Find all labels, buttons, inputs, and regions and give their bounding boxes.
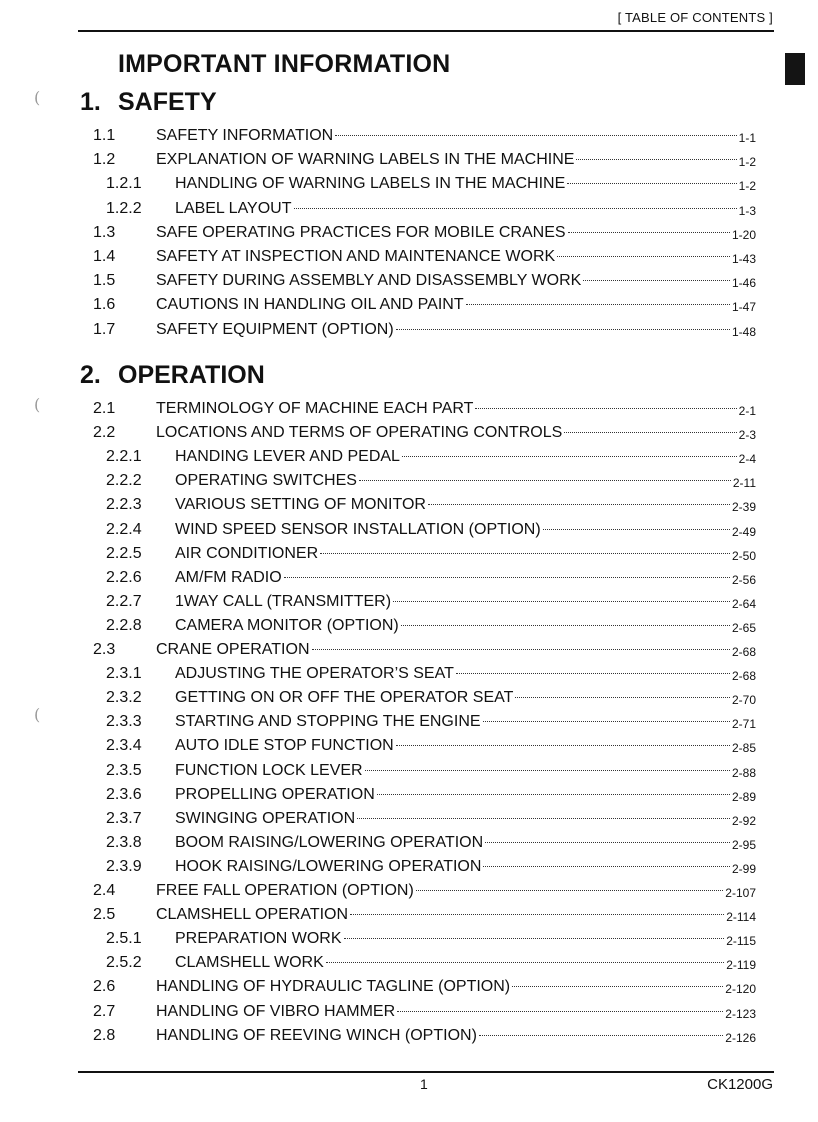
toc-entry[interactable] [0,761,818,781]
toc-entry-title: HANDING LEVER AND PEDAL [175,448,400,466]
toc-entry-number: 1.2.1 [106,175,142,193]
toc-entry-line [175,833,756,853]
toc-entry[interactable] [0,688,818,708]
toc-entry[interactable] [0,881,818,901]
page-title: IMPORTANT INFORMATION [118,50,451,78]
toc-entry[interactable] [0,447,818,467]
dot-leader [397,1011,723,1012]
toc-entry-number: 1.2.2 [106,199,142,217]
toc-entry-line [156,399,756,419]
toc-entry-page: 2-88 [731,765,756,780]
dot-leader [393,601,730,602]
dot-leader [466,304,730,305]
toc-entry-title: 1WAY CALL (TRANSMITTER) [175,592,392,610]
toc-entry-number: 2.2.1 [106,448,142,466]
toc-entry-number: 2.2.6 [106,568,142,586]
toc-entry-line [156,247,756,267]
dot-leader [335,135,736,136]
toc-header-label: [ TABLE OF CONTENTS ] [617,10,773,25]
header-rule [78,30,774,32]
toc-entry[interactable] [0,1002,818,1022]
toc-entry[interactable] [0,247,818,267]
toc-entry-page: 2-11 [732,476,756,491]
toc-entry[interactable] [0,905,818,925]
toc-entry-number: 2.3.9 [106,857,142,875]
toc-entry-title: CLAMSHELL OPERATION [156,906,349,924]
dot-leader [543,529,730,530]
toc-entry-title: HANDLING OF HYDRAULIC TAGLINE (OPTION) [156,978,511,996]
toc-entry-line [156,1002,756,1022]
toc-entry-number: 1.4 [93,248,116,265]
toc-entry-title: OPERATING SWITCHES [175,472,357,490]
toc-entry-line [175,495,756,515]
toc-entry-page: 2-119 [726,958,756,973]
toc-entry[interactable] [0,640,818,660]
toc-entry[interactable] [0,953,818,973]
section-title: OPERATION [118,361,265,389]
toc-entry-line [156,640,756,660]
toc-entry-line [175,520,756,540]
toc-entry-line [156,150,756,170]
toc-entry-line [175,174,756,194]
toc-entry[interactable] [0,616,818,636]
toc-entry-page: 2-115 [726,934,756,949]
footer-page-number: 1 [420,1076,428,1092]
toc-entry-page: 2-89 [731,789,756,804]
toc-entry[interactable] [0,126,818,146]
toc-entry-line [175,809,756,829]
dot-leader [312,649,730,650]
toc-entry-page: 2-50 [731,548,756,563]
section-heading-safety[interactable] [80,88,217,117]
dot-leader [396,745,730,746]
toc-entry-number: 1.3 [93,223,116,241]
toc-entry-title: SAFETY INFORMATION [156,127,334,144]
dot-leader [557,256,730,257]
toc-entry-number: 2.5 [93,906,116,924]
dot-leader [428,504,730,505]
toc-entry-page: 1-2 [738,155,756,170]
toc-entry-page: 2-65 [731,620,756,635]
dot-leader [284,577,730,578]
toc-entry-number: 2.2.5 [106,544,142,562]
toc-entry-line [156,320,756,340]
toc-entry-line [156,126,756,146]
toc-entry-title: BOOM RAISING/LOWERING OPERATION [175,833,484,851]
toc-entry-title: HANDLING OF WARNING LABELS IN THE MACHINE [175,175,566,193]
dot-leader [567,183,736,184]
toc-entry-title: AUTO IDLE STOP FUNCTION [175,737,394,755]
toc-entry-page: 2-3 [738,428,756,443]
toc-entry[interactable] [0,809,818,829]
toc-entry-page: 2-95 [731,837,756,852]
toc-entry-line [175,592,756,612]
footer-rule [78,1071,774,1073]
section-number: 2. [80,361,101,389]
dot-leader [350,914,724,915]
toc-entry[interactable] [0,664,818,684]
toc-entry[interactable] [0,929,818,949]
toc-entry-page: 2-126 [725,1030,756,1045]
toc-entry-page: 2-56 [731,572,756,587]
toc-entry-number: 2.2.7 [106,592,142,610]
toc-entry-page: 2-39 [731,500,756,515]
dot-leader [512,986,723,987]
toc-entry-title: FUNCTION LOCK LEVER [175,761,363,779]
dot-leader [483,721,730,722]
toc-entry[interactable] [0,399,818,419]
dot-leader [402,456,737,457]
toc-entry-number: 2.3.4 [106,737,142,755]
toc-entry-page: 2-123 [725,1006,756,1021]
dot-leader [483,866,730,867]
toc-entry-line [175,929,756,949]
toc-entry-line [175,616,756,636]
toc-entry-number: 2.3.6 [106,785,142,803]
toc-entry-title: WIND SPEED SENSOR INSTALLATION (OPTION) [175,520,541,538]
toc-entry-title: PROPELLING OPERATION [175,785,375,803]
toc-entry-title: HANDLING OF REEVING WINCH (OPTION) [156,1026,477,1044]
toc-entry-number: 2.3.3 [106,713,142,731]
toc-entry-title: LOCATIONS AND TERMS OF OPERATING CONTROLS [156,424,563,442]
toc-entry-line [175,785,756,805]
toc-entry-line [175,568,756,588]
toc-entry-title: VARIOUS SETTING OF MONITOR [175,496,426,514]
toc-entry-title: CLAMSHELL WORK [175,954,324,972]
toc-entry-line [156,295,756,315]
dot-leader [294,208,737,209]
toc-entry[interactable] [0,833,818,853]
toc-entry-title: HOOK RAISING/LOWERING OPERATION [175,857,482,875]
toc-entry-number: 2.3.7 [106,809,142,827]
toc-entry-title: SWINGING OPERATION [175,809,356,827]
toc-entry-number: 1.6 [93,296,116,314]
dot-leader [416,890,723,891]
toc-entry-line [156,977,756,997]
toc-entry-page: 1-47 [731,300,756,315]
binding-mark: ( [34,705,41,724]
dot-leader [568,232,730,233]
toc-entry-title: CAMERA MONITOR (OPTION) [175,616,399,634]
dot-leader [365,770,730,771]
toc-entry-line [175,664,756,684]
dot-leader [377,794,730,795]
dot-leader [485,842,730,843]
toc-entry-number: 1.2 [93,151,116,169]
toc-entry-page: 2-4 [738,452,756,467]
toc-entry-line [175,857,756,877]
dot-leader [359,480,731,481]
dot-leader [475,408,736,409]
toc-entry-number: 2.3.1 [106,665,142,683]
toc-entry-line [175,953,756,973]
dot-leader [326,962,724,963]
toc-entry[interactable] [0,544,818,564]
toc-entry-number: 1.1 [93,127,116,144]
toc-entry[interactable] [0,977,818,997]
section-number: 1. [80,88,101,116]
toc-entry-line [175,471,756,491]
toc-entry-line [156,881,756,901]
toc-entry-page: 2-71 [731,717,756,732]
toc-entry[interactable] [0,174,818,194]
toc-entry-page: 2-68 [731,669,756,684]
toc-entry-title: TERMINOLOGY OF MACHINE EACH PART [156,400,474,417]
toc-entry-number: 2.2 [93,424,116,442]
toc-entry-page: 2-120 [725,982,756,997]
dot-leader [576,159,736,160]
dot-leader [344,938,725,939]
toc-entry-page: 1-46 [731,276,756,291]
toc-entry-title: LABEL LAYOUT [175,199,292,217]
toc-entry-title: AIR CONDITIONER [175,544,319,562]
toc-entry[interactable] [0,857,818,877]
toc-entry-title: SAFETY AT INSPECTION AND MAINTENANCE WORK [156,248,556,265]
toc-entry-line [156,1026,756,1046]
toc-entry-title: ADJUSTING THE OPERATOR’S SEAT [175,665,454,683]
toc-entry[interactable] [0,320,818,340]
toc-entry-page: 1-2 [738,179,756,194]
toc-entry-line [156,905,756,925]
toc-entry-page: 2-85 [731,741,756,756]
dot-leader [583,280,730,281]
toc-entry[interactable] [0,199,818,219]
toc-entry[interactable] [0,736,818,756]
toc-entry-title: AM/FM RADIO [175,568,282,586]
dot-leader [564,432,736,433]
toc-entry-page: 1-20 [731,227,756,242]
toc-entry-title: GETTING ON OR OFF THE OPERATOR SEAT [175,689,514,707]
toc-entry-line [156,271,756,291]
toc-entry[interactable] [0,423,818,443]
toc-entry[interactable] [0,271,818,291]
toc-entry-page: 2-68 [731,645,756,659]
dot-leader [479,1035,723,1036]
toc-entry[interactable] [0,520,818,540]
section-heading-operation[interactable] [80,361,265,390]
toc-entry-number: 2.3.8 [106,833,142,851]
toc-entry[interactable] [0,712,818,732]
toc-entry-title: SAFE OPERATING PRACTICES FOR MOBILE CRANES [156,223,566,241]
toc-entry-line [156,423,756,443]
toc-entry-page: 2-107 [725,886,756,900]
toc-entry-line [175,447,756,467]
toc-entry-number: 2.8 [93,1026,116,1044]
toc-entry[interactable] [0,495,818,515]
toc-entry-line [175,736,756,756]
toc-entry[interactable] [0,785,818,805]
dot-leader [401,625,730,626]
toc-entry-page: 1-48 [731,324,756,339]
toc-entry-title: STARTING AND STOPPING THE ENGINE [175,713,481,731]
toc-entry-line [175,688,756,708]
toc-entry-line [175,712,756,732]
toc-entry-line [156,223,756,243]
toc-entry[interactable] [0,568,818,588]
toc-entry-page: 2-49 [731,524,756,539]
toc-entry-number: 2.3.5 [106,761,142,779]
toc-entry-title: PREPARATION WORK [175,930,342,948]
toc-entry[interactable] [0,471,818,491]
toc-entry-number: 2.7 [93,1002,116,1020]
binding-mark: ( [34,395,41,414]
toc-entry-title: SAFETY DURING ASSEMBLY AND DISASSEMBLY WORK [156,272,582,290]
toc-entry[interactable] [0,223,818,243]
toc-entry-title: HANDLING OF VIBRO HAMMER [156,1002,396,1020]
dot-leader [357,818,730,819]
dot-leader [456,673,730,674]
dot-leader [320,553,730,554]
toc-entry-page: 1-3 [738,203,756,218]
toc-entry[interactable] [0,592,818,612]
toc-entry-title: FREE FALL OPERATION (OPTION) [156,882,414,899]
toc-entry-title: CAUTIONS IN HANDLING OIL AND PAINT [156,296,464,314]
toc-entry-number: 2.1 [93,400,116,417]
toc-entry-page: 2-70 [731,693,756,708]
toc-entry-title: EXPLANATION OF WARNING LABELS IN THE MACHINE [156,151,575,169]
toc-entry-page: 2-114 [726,910,756,925]
toc-entry-page: 2-92 [731,813,756,828]
dot-leader [396,329,730,330]
toc-entry-page: 1-43 [731,252,756,266]
toc-entry-title: SAFETY EQUIPMENT (OPTION) [156,320,394,338]
toc-entry-number: 1.5 [93,272,116,290]
toc-entry-number: 2.2.2 [106,472,142,490]
toc-entry-number: 2.6 [93,978,116,996]
dot-leader [515,697,730,698]
section-title: SAFETY [118,88,217,116]
toc-entry-page: 1-1 [738,131,756,145]
toc-entry-number: 2.2.3 [106,496,142,514]
toc-entry[interactable] [0,1026,818,1046]
toc-entry-line [175,199,756,219]
chapter-tab-marker [785,53,805,85]
toc-entry-number: 2.5.2 [106,954,142,972]
toc-entry-number: 2.3 [93,641,116,658]
toc-entry-page: 2-1 [738,404,756,418]
toc-entry[interactable] [0,150,818,170]
toc-entry-number: 1.7 [93,320,116,338]
toc-entry-number: 2.3.2 [106,689,142,707]
toc-entry-line [175,761,756,781]
toc-entry-number: 2.5.1 [106,930,142,948]
toc-entry[interactable] [0,295,818,315]
toc-entry-title: CRANE OPERATION [156,641,310,658]
toc-entry-number: 2.2.8 [106,616,142,634]
toc-entry-page: 2-64 [731,596,756,611]
binding-mark: ( [34,88,41,107]
toc-entry-page: 2-99 [731,861,756,876]
toc-entry-number: 2.4 [93,882,116,899]
footer-model-code: CK1200G [707,1076,773,1093]
toc-entry-line [175,544,756,564]
toc-entry-number: 2.2.4 [106,520,142,538]
